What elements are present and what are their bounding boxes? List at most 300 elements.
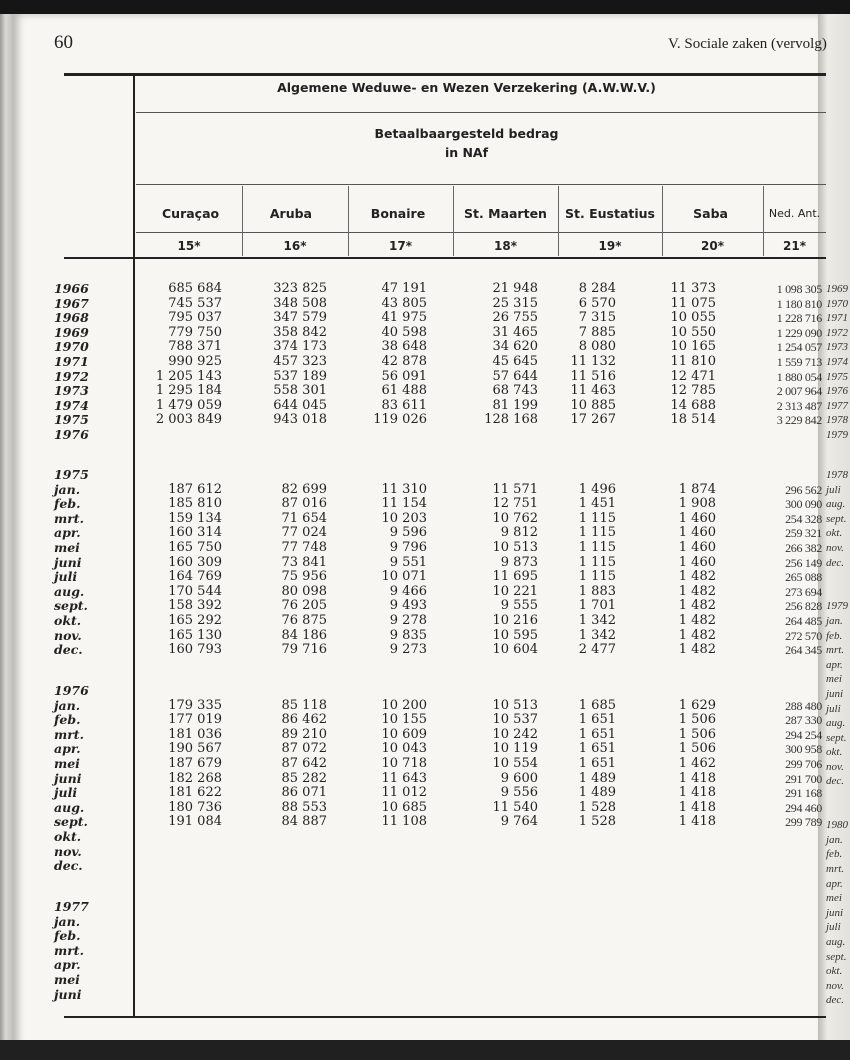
row-label: nov. [54,843,82,859]
table-cell: 9 551 [389,554,427,570]
margin-label: nov. [826,541,844,554]
margin-label: sept. [826,950,847,963]
table-cell: 159 134 [168,510,222,526]
margin-label: 1978 [826,469,848,481]
row-label: juli [54,569,78,585]
table-cell: 10 055 [670,310,716,326]
table-cell: 11 463 [570,383,616,399]
margin-label: juni [826,687,844,700]
table-cell [506,830,616,845]
table-cell [112,428,222,443]
margin-label: sept. [826,731,847,744]
table-cell: 75 956 [281,569,327,585]
row-label: 1971 [54,353,89,369]
column-values-aruba [217,282,327,443]
table-cell: 1 685 [578,697,616,713]
table-cell: 14 688 [670,397,716,413]
table-cell: 87 016 [281,496,327,512]
table-cell: 358 842 [273,324,327,340]
table-cell: 457 323 [273,353,327,369]
table-cell: 181 036 [168,726,222,742]
table-cell: 291 168 [785,786,822,801]
table-cell [606,859,716,874]
margin-label: 1976 [826,385,848,398]
stub-annual [54,282,89,443]
column-values-bonaire [317,282,427,443]
table-cell [712,859,822,874]
table-cell [317,428,427,443]
margin-label: dec. [826,775,845,788]
table-cell: 10 513 [492,697,538,713]
table-cell: 294 460 [785,800,822,815]
page-number: 60 [54,32,73,53]
margin-label: mei [826,673,842,686]
column-values-saba [606,282,716,443]
margin-label: okt. [826,746,843,759]
table-cell: 119 026 [373,412,427,428]
row-label: mrt. [54,510,84,526]
margin-label: nov. [826,979,844,992]
table-cell: 84 186 [281,627,327,643]
margin-label [826,804,848,819]
column-values-curacao [112,282,222,443]
table-cell: 45 645 [492,353,538,369]
table-cell: 1 115 [578,569,616,585]
column-number: 15* [177,239,201,253]
table-cell: 272 570 [785,628,822,643]
margin-label: mrt. [826,863,845,876]
table-cell: 1 506 [678,712,716,728]
margin-label: 1973 [826,341,848,354]
table-cell: 10 609 [381,726,427,742]
table-cell: 10 550 [670,324,716,340]
table-cell: 990 925 [168,353,222,369]
bottom-rule [64,1016,826,1018]
table-cell: 10 513 [492,539,538,555]
margin-label: sept. [826,512,847,525]
table-cell: 190 567 [168,741,222,757]
margin-label: feb. [826,848,843,861]
table-cell: 2 007 964 [776,384,822,399]
margin-label: 1978 [826,414,848,427]
table-cell: 10 885 [570,397,616,413]
table-cell: 291 700 [785,771,822,786]
table-cell [506,859,616,874]
table-cell: 288 480 [785,698,822,713]
table-cell [712,428,822,443]
table-cell: 1 496 [578,481,616,497]
margin-label: aug. [826,717,846,730]
table-cell: 7 885 [578,324,616,340]
row-label: 1975 [54,412,89,428]
row-label: mei [54,539,80,555]
table-cell: 10 604 [492,642,538,658]
row-label: 1972 [54,368,89,384]
column-values-st-eustatius [506,699,616,874]
table-cell: 1 489 [578,785,616,801]
table-cell: 9 556 [500,785,538,801]
adjacent-page-years [826,282,848,443]
table-cell: 1 418 [678,770,716,786]
table-cell: 10 043 [381,741,427,757]
row-label: juni [54,554,82,570]
row-label: 1970 [54,339,89,355]
row-label: mrt. [54,726,84,742]
table-cell: 273 694 [785,584,822,599]
table-cell: 644 045 [273,397,327,413]
table-cell: 1 115 [578,525,616,541]
table-cell: 9 466 [389,583,427,599]
table-cell: 7 315 [578,310,616,326]
column-values-curacao [112,699,222,874]
table-cell: 83 611 [381,397,427,413]
section-year: 1977 [54,899,89,914]
table-cell: 89 210 [281,726,327,742]
table-cell: 11 373 [670,281,716,296]
row-label: sept. [54,814,88,830]
table-cell: 1 489 [578,770,616,786]
margin-label: 1969 [826,283,848,295]
table-cell: 1 629 [678,697,716,713]
table-cell: 1 908 [678,496,716,512]
column-header-saba: Saba [693,205,728,221]
margin-label: apr. [826,658,843,671]
table-cell: 1 651 [578,741,616,757]
table-cell: 1 482 [678,642,716,658]
row-label: jan. [54,913,81,929]
table-cell: 323 825 [273,281,327,296]
row-label: 1976 [54,426,89,442]
table-cell: 68 743 [492,383,538,399]
table-cell: 164 769 [168,569,222,585]
table-cell: 1 460 [678,510,716,526]
column-number: 19* [598,239,622,253]
table-cell: 537 189 [273,368,327,384]
column-header-curacao: Curaçao [162,205,220,221]
table-cell: 76 205 [281,598,327,614]
table-cell [506,845,616,860]
table-cell: 9 835 [389,627,427,643]
row-label: dec. [54,858,83,874]
column-values-ned-ant [712,282,822,443]
row-label: feb. [54,712,81,728]
table-cell: 11 571 [492,481,538,497]
table-cell: 287 330 [785,713,822,728]
table-cell: 87 072 [281,741,327,757]
table-cell: 1 651 [578,712,616,728]
stub-1976 [54,684,89,874]
table-cell: 256 828 [785,599,822,614]
table-cell: 2 003 849 [155,412,222,428]
table-cell [217,859,327,874]
row-label: aug. [54,799,85,815]
column-header-st-eustatius: St. Eustatius [565,205,655,221]
table-cell: 2 313 487 [776,398,822,413]
table-cell: 10 718 [381,755,427,771]
table-cell: 191 084 [168,814,222,830]
row-label: 1967 [54,295,89,311]
column-header-st-maarten: St. Maarten [464,205,547,221]
row-label: jan. [54,481,81,497]
table-cell: 61 488 [381,383,427,399]
column-values-st-eustatius [506,483,616,658]
table-cell: 160 314 [168,525,222,541]
table-cell: 11 540 [492,799,538,815]
table-cell: 18 514 [670,412,716,428]
table-cell: 1 506 [678,726,716,742]
top-rule [64,73,826,76]
table-cell: 11 310 [381,481,427,497]
table-cell: 294 254 [785,727,822,742]
margin-label: aug. [826,498,846,511]
table-cell [606,845,716,860]
table-cell: 41 975 [381,310,427,326]
column-values-st-eustatius [506,282,616,443]
table-cell: 1 482 [678,569,716,585]
row-label: apr. [54,741,81,757]
table-cell: 158 392 [168,598,222,614]
table-cell: 9 600 [500,770,538,786]
table-cell: 10 119 [492,741,538,757]
table-cell: 160 793 [168,642,222,658]
table-cell: 1 180 810 [776,296,822,311]
table-cell: 11 012 [381,785,427,801]
margin-label: juli [826,921,841,934]
margin-label: 1972 [826,326,848,339]
column-values-aruba [217,699,327,874]
table-cell: 185 810 [168,496,222,512]
margin-label: apr. [826,877,843,890]
table-cell: 9 873 [500,554,538,570]
table-cell: 56 091 [381,368,427,384]
row-label: okt. [54,828,82,844]
margin-label: 1979 [826,428,848,441]
table-cell: 1 880 054 [776,369,822,384]
table-cell: 10 537 [492,712,538,728]
table-cell: 88 553 [281,799,327,815]
column-values-bonaire [317,699,427,874]
table-cell: 1 528 [578,799,616,815]
margin-label: nov. [826,760,844,773]
margin-label: dec. [826,994,845,1007]
row-label: mrt. [54,942,84,958]
table-cell: 1 482 [678,612,716,628]
table-cell: 9 278 [389,612,427,628]
row-label: 1969 [54,324,89,340]
table-cell: 1 254 057 [776,340,822,355]
table-cell: 10 216 [492,612,538,628]
row-label: jan. [54,697,81,713]
table-cell: 1 115 [578,510,616,526]
table-cell: 788 371 [168,339,222,355]
margin-label: jan. [826,614,843,627]
table-cell [506,428,616,443]
table-cell: 745 537 [168,295,222,311]
table-cell: 296 562 [785,482,822,497]
margin-label [826,789,848,804]
row-label: 1966 [54,281,89,296]
table-cell: 1 559 713 [776,354,822,369]
row-label: 1974 [54,397,89,413]
table-cell: 31 465 [492,324,538,340]
table-cell: 73 841 [281,554,327,570]
table-cell: 77 748 [281,539,327,555]
table-cell: 187 679 [168,755,222,771]
table-cell: 85 118 [281,697,327,713]
column-header-bonaire: Bonaire [370,205,426,221]
table-cell: 9 796 [389,539,427,555]
margin-label: 1975 [826,370,848,383]
table-cell [112,845,222,860]
row-label: nov. [54,627,82,643]
table-cell: 9 812 [500,525,538,541]
table-cell: 1 342 [578,612,616,628]
table-cell: 170 544 [168,583,222,599]
table-cell: 685 684 [168,281,222,296]
column-values-saba [606,483,716,658]
table-cell: 11 154 [381,496,427,512]
table-cell: 82 699 [281,481,327,497]
table-cell: 10 595 [492,627,538,643]
table-cell [217,428,327,443]
table-cell: 12 751 [492,496,538,512]
table-cell: 779 750 [168,324,222,340]
table-cell: 1 460 [678,539,716,555]
row-label: juli [54,785,78,801]
margin-label: aug. [826,936,846,948]
table-cell: 179 335 [168,697,222,713]
section-year: 1976 [54,683,89,698]
table-cell: 42 878 [381,353,427,369]
table-cell: 10 554 [492,755,538,771]
column-header-aruba: Aruba [269,205,312,221]
scan-top-shadow [0,0,850,14]
table-cell: 1 205 143 [155,368,222,384]
margin-label: 1971 [826,312,848,325]
column-values-curacao [112,483,222,658]
table-cell: 1 228 716 [776,311,822,326]
table-cell: 71 654 [281,510,327,526]
stub-1975 [54,468,89,658]
table-cell: 57 644 [492,368,538,384]
table-cell: 40 598 [381,324,427,340]
table-cell: 8 080 [578,339,616,355]
table-cell: 1 482 [678,583,716,599]
table-cell: 10 242 [492,726,538,742]
table-cell: 25 315 [492,295,538,311]
table-cell: 1 482 [678,598,716,614]
table-cell: 43 805 [381,295,427,311]
table-cell: 264 345 [785,643,822,658]
table-cell: 347 579 [273,310,327,326]
table-cell: 81 199 [492,397,538,413]
table-cell: 11 643 [381,770,427,786]
row-label: 1968 [54,310,89,326]
row-label: juni [54,770,82,786]
column-number: 21* [783,239,806,253]
table-cell: 160 309 [168,554,222,570]
running-head: V. Sociale zaken (vervolg) [668,36,827,52]
table-cell: 1 701 [578,598,616,614]
table-cell: 1 528 [578,814,616,830]
column-values-saba [606,699,716,874]
table-cell: 79 716 [281,642,327,658]
table-cell: 348 508 [273,295,327,311]
row-label: apr. [54,957,81,973]
table-cell [712,845,822,860]
table-cell [317,830,427,845]
table-cell: 10 071 [381,569,427,585]
table-cell: 17 267 [570,412,616,428]
table-cell: 1 460 [678,525,716,541]
margin-label: 1979 [826,600,848,613]
table-cell [317,845,427,860]
table-cell: 128 168 [484,412,538,428]
margin-label: 1980 [826,819,848,832]
table-cell: 76 875 [281,612,327,628]
column-number: 18* [494,239,517,253]
margin-label: juli [826,483,841,496]
table-cell: 1 418 [678,814,716,830]
table-cell: 3 229 842 [776,413,822,428]
table-cell: 1 098 305 [776,282,822,296]
table-cell: 300 090 [785,497,822,512]
table-subtitle-line1: Betaalbaargesteld bedrag [374,126,559,141]
table-cell: 21 948 [492,281,538,296]
table-cell: 1 506 [678,741,716,757]
table-cell: 187 612 [168,481,222,497]
margin-label: feb. [826,629,843,642]
table-cell: 558 301 [273,383,327,399]
table-cell: 266 382 [785,540,822,555]
table-cell: 1 115 [578,554,616,570]
row-label: sept. [54,598,88,614]
table-cell: 12 785 [670,383,716,399]
margin-label: jan. [826,833,843,846]
table-cell: 1 342 [578,627,616,643]
table-cell: 1 418 [678,799,716,815]
table-subtitle-line2: in NAf [444,145,489,160]
table-cell: 2 477 [578,642,616,658]
column-values-ned-ant [712,699,822,874]
column-values-aruba [217,483,327,658]
table-cell: 84 887 [281,814,327,830]
title-underline [136,112,826,113]
column-number: 16* [283,239,307,253]
table-title: Algemene Weduwe- en Wezen Verzekering (A.W.W.V.) [277,80,656,95]
table-cell [606,428,716,443]
table-cell: 1 651 [578,755,616,771]
table-cell: 10 221 [492,583,538,599]
table-cell: 86 462 [281,712,327,728]
table-cell: 1 874 [678,481,716,497]
column-values-ned-ant [712,483,822,658]
margin-label: mrt. [826,644,845,657]
table-cell: 80 098 [281,583,327,599]
subtitle-underline [136,184,826,185]
table-cell: 300 958 [785,742,822,757]
table-cell: 165 130 [168,627,222,643]
table-cell: 10 762 [492,510,538,526]
row-label: mei [54,971,80,987]
column-number: 20* [701,239,724,253]
table-cell: 11 075 [670,295,716,311]
table-cell: 299 789 [785,815,822,830]
table-cell: 12 471 [670,368,716,384]
table-cell: 1 883 [578,583,616,599]
margin-label: juni [826,906,844,919]
table-cell: 264 485 [785,613,822,628]
